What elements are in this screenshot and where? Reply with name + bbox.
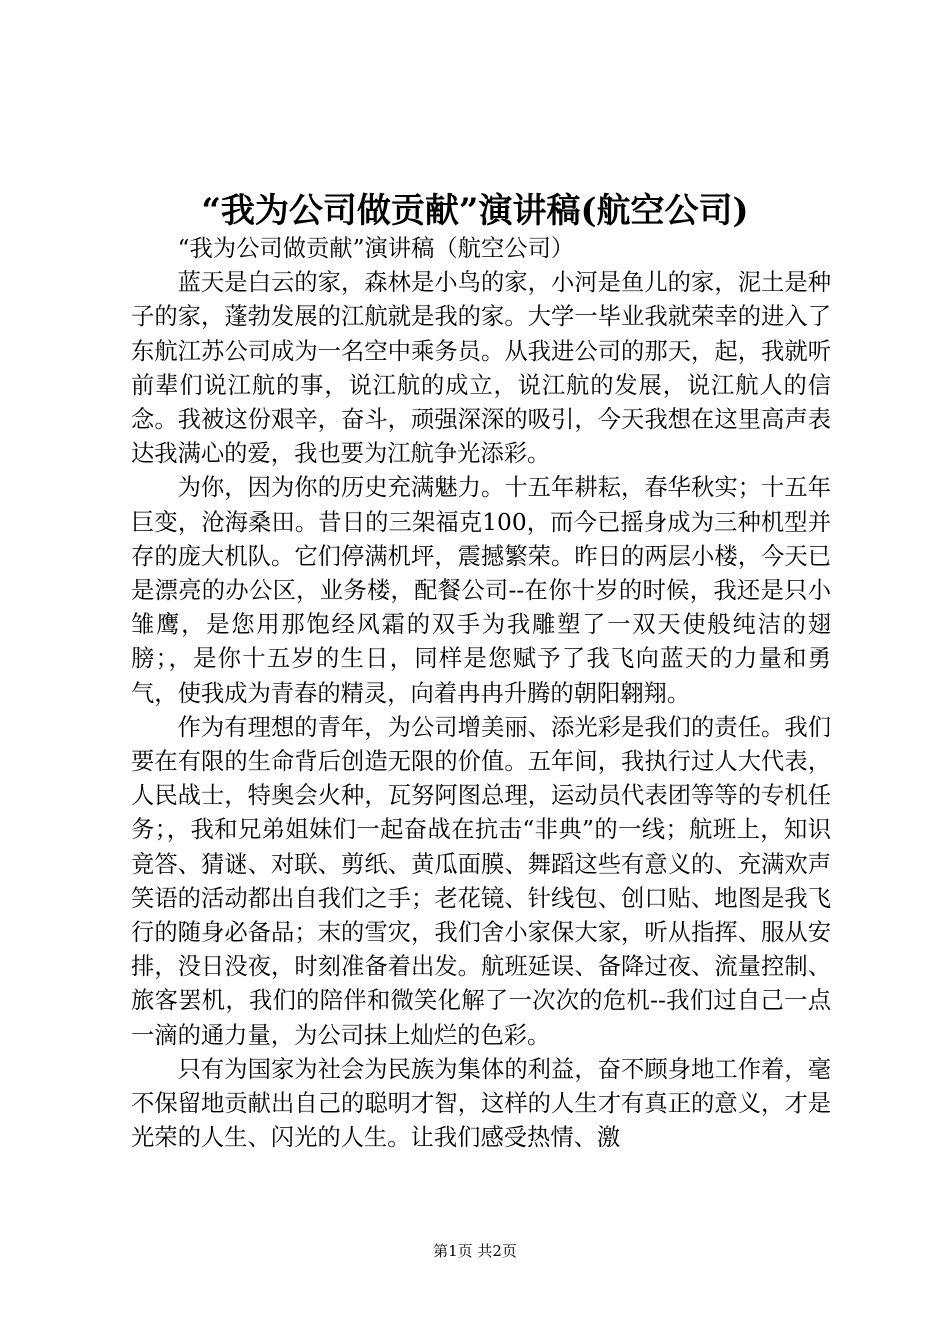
paragraph: 蓝天是白云的家，森林是小鸟的家，小河是鱼儿的家，泥土是种子的家，蓬勃发展的江航就是我的家。大学一毕业我就荣幸的进入了东航江苏公司成为一名空中乘务员。从我进公司的那天，起，我就听前辈们说江航的事，说江航的成立，说江航的发展，说江航人的信念。我被这份艰辛，奋斗，顽强深深的吸引，今天我想在这里高声表达我满心的爱，我也要为江航争光添彩。 xyxy=(131,269,831,468)
document-body xyxy=(131,232,831,1155)
paragraph: 作为有理想的青年，为公司增美丽、添光彩是我们的责任。我们要在有限的生命背后创造无限的价值。五年间，我执行过人大代表，人民战士，特奥会火种，瓦努阿图总理，运动员代表团等等的专机任务；，我和兄弟姐妹们一起奋战在抗击“非典”的一线；航班上，知识竟答、猜谜、对联、剪纸、黄瓜面膜、舞蹈这些有意义的、充满欢声笑语的活动都出自我们之手；老花镜、针线包、创口贴、地图是我飞行的随身必备品；末的雪灾，我们舍小家保大家，听从指挥、服从安排，没日没夜，时刻准备着出发。航班延误、备降过夜、流量控制、旅客罢机，我们的陪伴和微笑化解了一次次的危机--我们过自己一点一滴的通力量，为公司抹上灿烂的色彩。 xyxy=(131,713,831,1049)
document-title: “我为公司做贡献”演讲稿(航空公司) xyxy=(201,191,749,231)
subtitle-paragraph: “我为公司做贡献”演讲稿（航空公司） xyxy=(177,235,575,262)
paragraph: 只有为国家为社会为民族为集体的利益，奋不顾身地工作着，毫不保留地贡献出自己的聪明才智，这样的人生才有真正的意义，才是光荣的人生、闪光的人生。让我们感受热情、激 xyxy=(131,1055,831,1152)
page-number-footer: 第1页 共2页 xyxy=(433,1242,517,1260)
paragraph: 为你，因为你的历史充满魅力。十五年耕耘，春华秋实；十五年巨变，沧海桑田。昔日的三架福克100，而今已摇身成为三种机型并存的庞大机队。它们停满机坪，震撼繁荣。昨日的两层小楼，今天已是漂亮的办公区，业务楼，配餐公司--在你十岁的时候，我还是只小雏鹰，是您用那饱经风霜的双手为我雕塑了一双天使般纯洁的翅膀；，是你十五岁的生日，同样是您赋予了我飞向蓝天的力量和勇气，使我成为青春的精灵，向着冉冉升腾的朝阳翱翔。 xyxy=(131,474,831,707)
